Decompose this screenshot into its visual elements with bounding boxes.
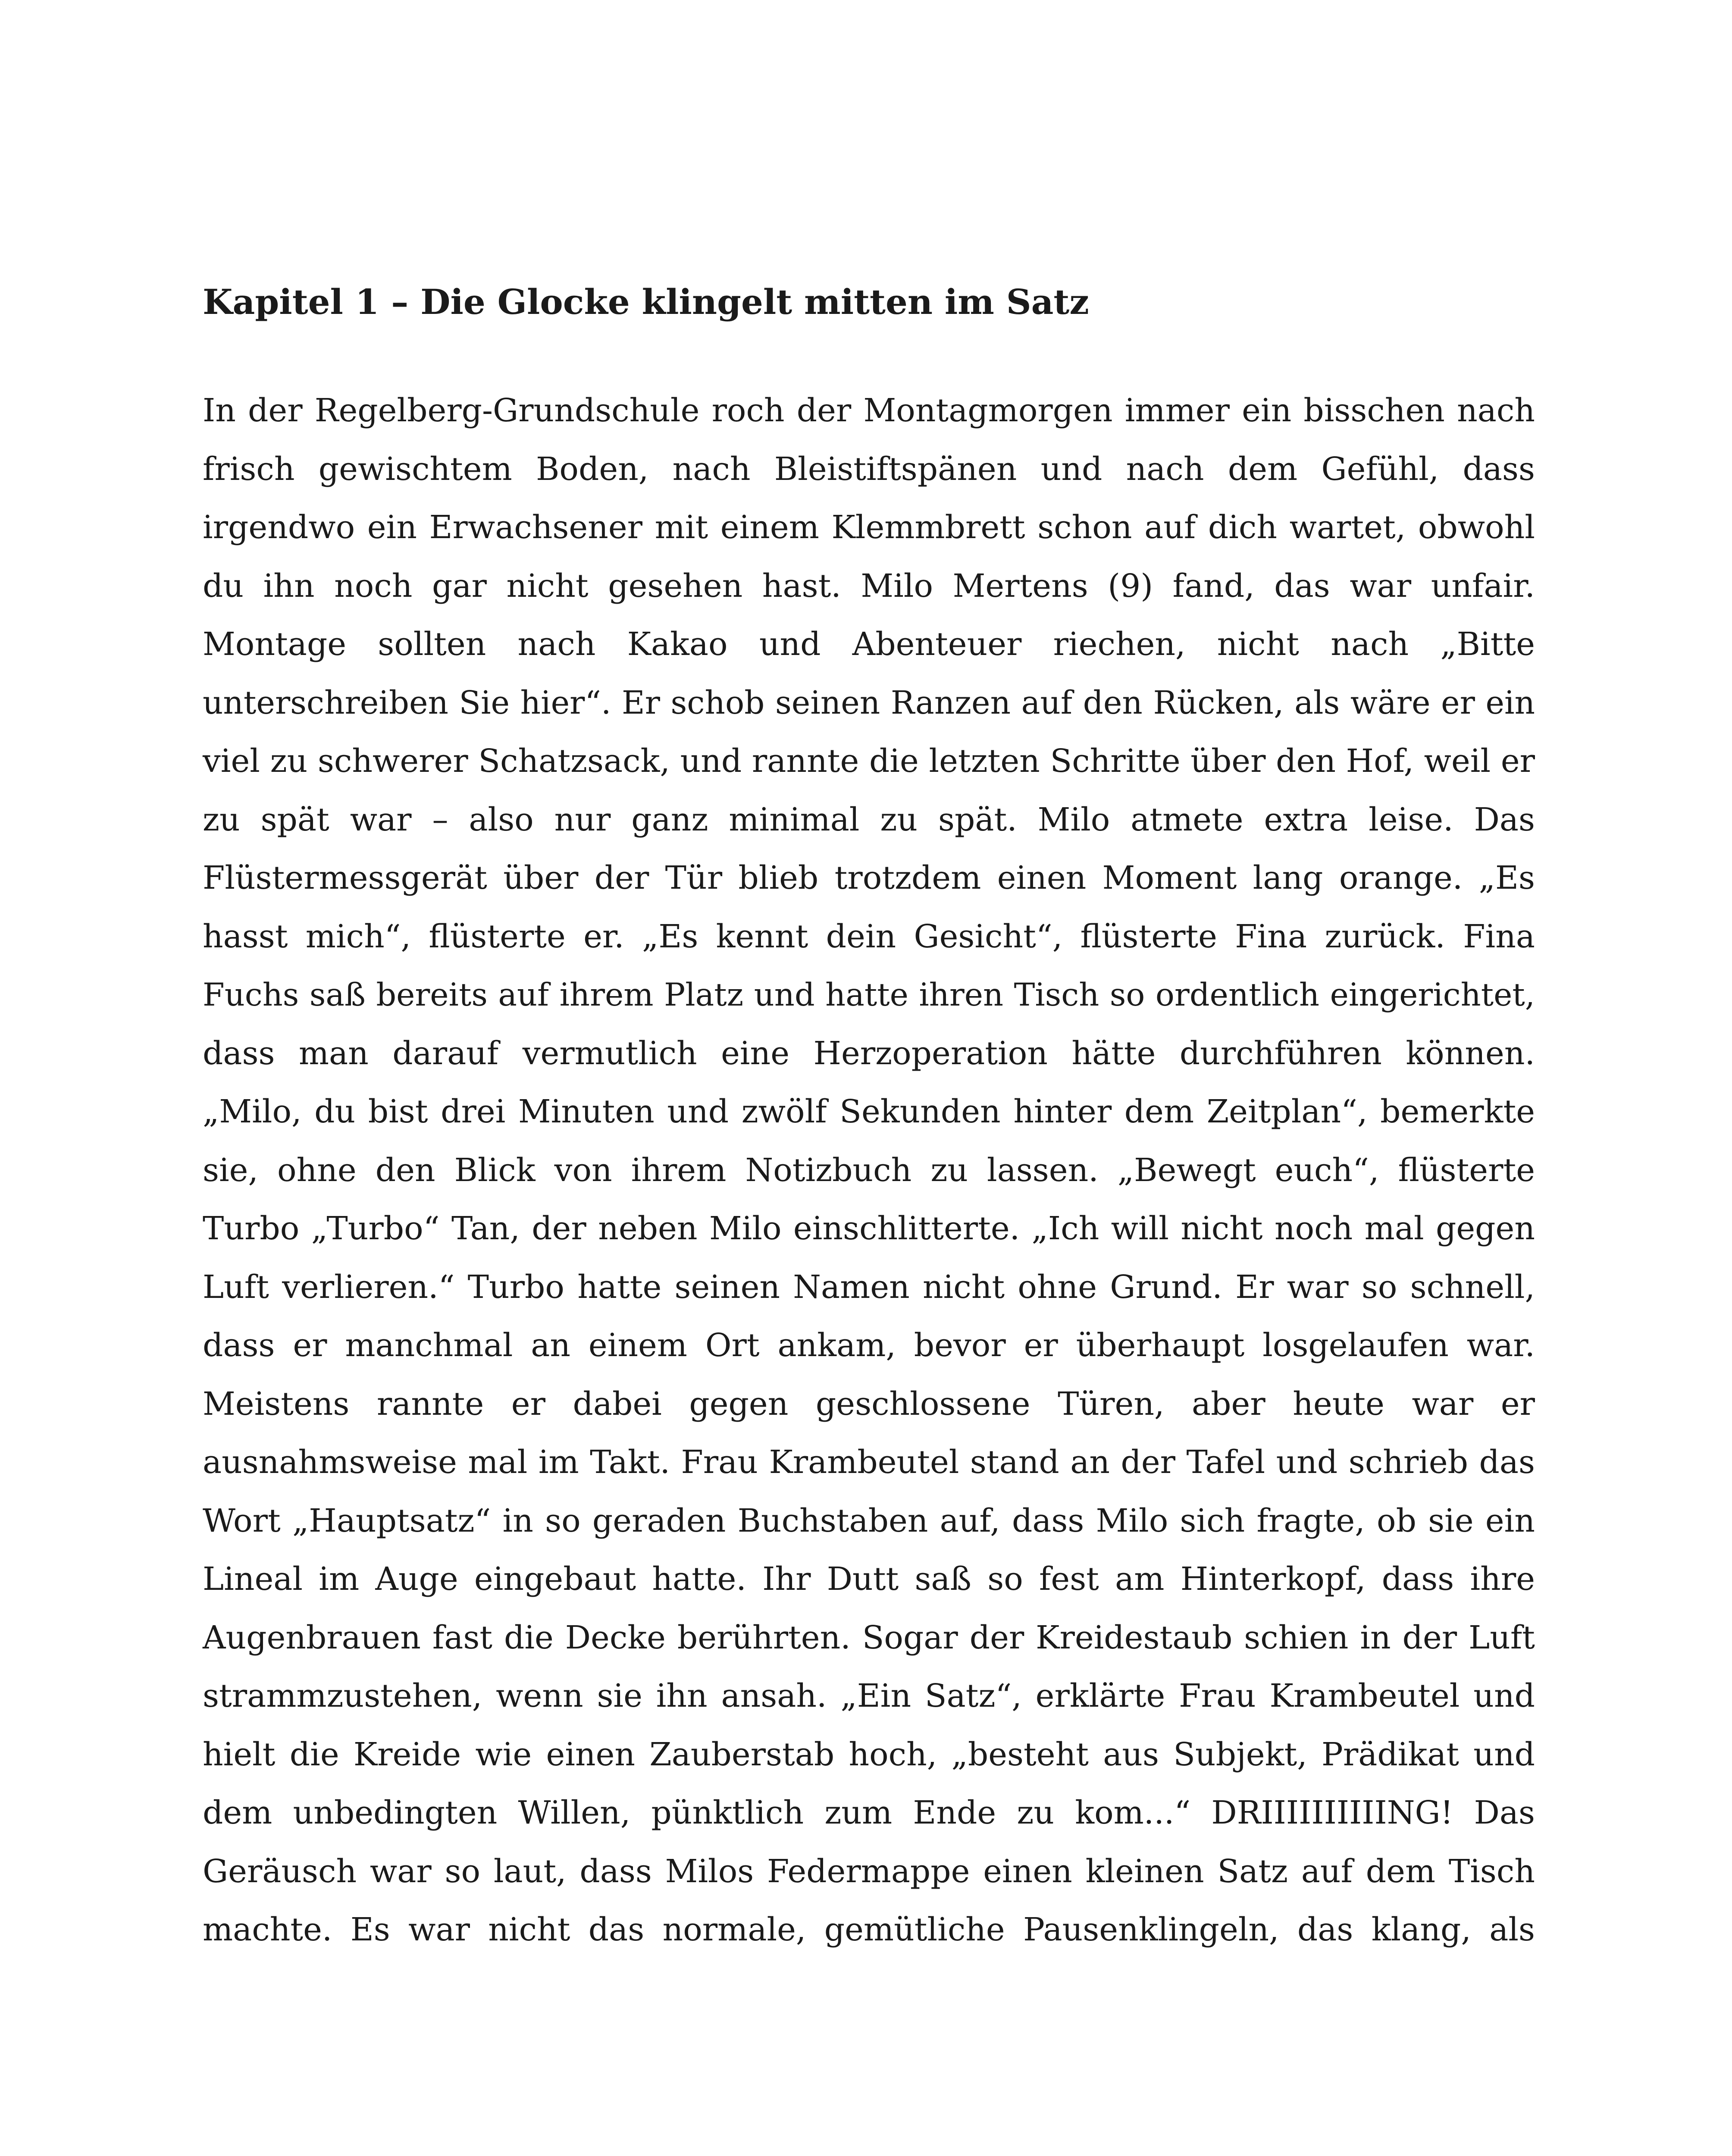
body-line: „Milo, du bist drei Minuten und zwölf Sekunden hinter dem Zeitplan“, bemerkte (203, 1093, 1535, 1130)
body-line: frisch gewischtem Boden, nach Bleistiftspänen und nach dem Gefühl, dass (203, 450, 1535, 488)
body-line: Turbo „Turbo“ Tan, der neben Milo einschlitterte. „Ich will nicht noch mal gegen (203, 1210, 1535, 1247)
body-line: Fuchs saß bereits auf ihrem Platz und hatte ihren Tisch so ordentlich eingerichtet, (203, 977, 1535, 1013)
body-line: hasst mich“, flüsterte er. „Es kennt dein Gesicht“, flüsterte Fina zurück. Fina (203, 918, 1535, 955)
body-line: dass er manchmal an einem Ort ankam, bevor er überhaupt losgelaufen war. (203, 1327, 1535, 1364)
chapter-heading: Kapitel 1 – Die Glocke klingelt mitten im Satz (203, 282, 1089, 322)
body-line: Augenbrauen fast die Decke berührten. Sogar der Kreidestaub schien in der Luft (203, 1619, 1535, 1656)
body-line: In der Regelberg-Grundschule roch der Montagmorgen immer ein bisschen nach (203, 392, 1535, 429)
body-line: du ihn noch gar nicht gesehen hast. Milo Mertens (9) fand, das war unfair. (203, 567, 1535, 605)
body-line: irgendwo ein Erwachsener mit einem Klemmbrett schon auf dich wartet, obwohl (203, 509, 1535, 546)
body-line: Flüstermessgerät über der Tür blieb trotzdem einen Moment lang orange. „Es (203, 859, 1535, 896)
body-paragraph (203, 382, 1535, 1959)
body-line: Geräusch war so laut, dass Milos Federmappe einen kleinen Satz auf dem Tisch (203, 1852, 1535, 1890)
body-line: Luft verlieren.“ Turbo hatte seinen Namen nicht ohne Grund. Er war so schnell, (203, 1268, 1535, 1306)
body-line: strammzustehen, wenn sie ihn ansah. „Ein Satz“, erklärte Frau Krambeutel und (203, 1677, 1535, 1714)
body-line: Wort „Hauptsatz“ in so geraden Buchstaben auf, dass Milo sich fragte, ob sie ein (203, 1502, 1535, 1539)
body-line: unterschreiben Sie hier“. Er schob seinen Ranzen auf den Rücken, als wäre er ein (203, 684, 1535, 721)
body-line: Lineal im Auge eingebaut hatte. Ihr Dutt saß so fest am Hinterkopf, dass ihre (203, 1561, 1535, 1598)
body-line: machte. Es war nicht das normale, gemütliche Pausenklingeln, das klang, als (203, 1911, 1535, 1948)
body-line: hielt die Kreide wie einen Zauberstab hoch, „besteht aus Subjekt, Prädikat und (203, 1736, 1535, 1773)
body-line: viel zu schwerer Schatzsack, und rannte die letzten Schritte über den Hof, weil er (203, 743, 1535, 780)
body-line: zu spät war – also nur ganz minimal zu spät. Milo atmete extra leise. Das (203, 801, 1535, 838)
body-line: dem unbedingten Willen, pünktlich zum Ende zu kom...“ DRIIIIIIIIIING! Das (203, 1794, 1535, 1831)
body-line: Meistens rannte er dabei gegen geschlossene Türen, aber heute war er (203, 1385, 1535, 1423)
body-line: sie, ohne den Blick von ihrem Notizbuch zu lassen. „Bewegt euch“, flüsterte (203, 1151, 1535, 1189)
body-line: ausnahmsweise mal im Takt. Frau Krambeutel stand an der Tafel und schrieb das (203, 1444, 1535, 1481)
body-line: dass man darauf vermutlich eine Herzoperation hätte durchführen können. (203, 1034, 1535, 1072)
body-line: Montage sollten nach Kakao und Abenteuer riechen, nicht nach „Bitte (203, 626, 1535, 663)
